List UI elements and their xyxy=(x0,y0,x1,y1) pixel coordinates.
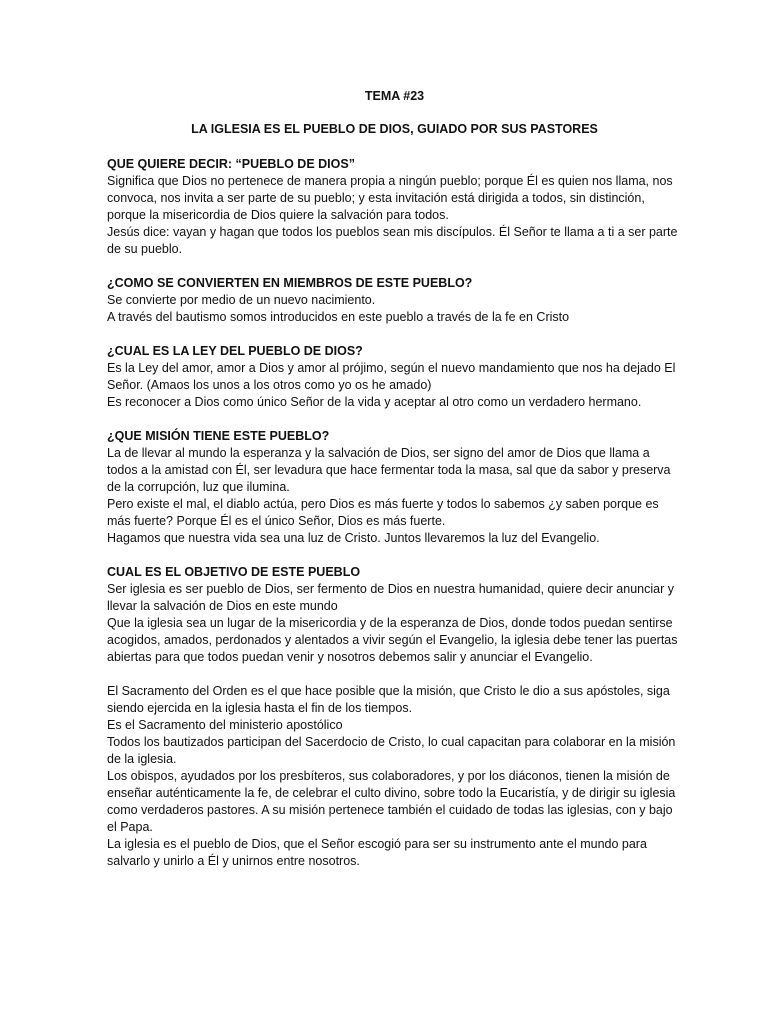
paragraph: Que la iglesia sea un lugar de la misericordia y de la esperanza de Dios, donde todos puedan sentirse acogidos, amados, perdonados y alentados a vivir según el Evangelio, la iglesia debe tener las puertas abiertas para que todos puedan venir y nosotros debemos salir y anunciar el Evangelio. xyxy=(107,616,678,664)
paragraph: Se convierte por medio de un nuevo nacimiento. xyxy=(107,293,376,307)
section-pueblo-de-dios xyxy=(107,156,682,258)
paragraph: El Sacramento del Orden es el que hace posible que la misión, que Cristo le dio a sus apóstoles, siga siendo ejercida en la iglesia hasta el fin de los tiempos. xyxy=(107,684,670,715)
paragraph: Los obispos, ayudados por los presbíteros, sus colaboradores, y por los diáconos, tienen la misión de enseñar auténticamente la fe, de celebrar el culto divino, sobre todo la Eucaristía, y de dirigir su iglesia como verdaderos pastores. A su misión pertenece también el cuidado de todas las iglesias, con y bajo el Papa. xyxy=(107,769,676,834)
closing-section xyxy=(107,683,682,870)
section-heading: ¿CUAL ES LA LEY DEL PUEBLO DE DIOS? xyxy=(107,344,363,358)
section-heading: QUE QUIERE DECIR: “PUEBLO DE DIOS” xyxy=(107,157,355,171)
section-objetivo xyxy=(107,564,682,666)
paragraph: Pero existe el mal, el diablo actúa, pero Dios es más fuerte y todos lo sabemos ¿y saben porque es más fuerte? Porque Él es el único Señor, Dios es más fuerte. xyxy=(107,497,659,528)
document-page xyxy=(107,88,682,870)
paragraph: Es el Sacramento del ministerio apostólico xyxy=(107,718,343,732)
paragraph: Significa que Dios no pertenece de manera propia a ningún pueblo; porque Él es quien nos llama, nos convoca, nos invita a ser parte de su pueblo; y esta invitación está dirigida a todos, sin distinción, porque la misericordia de Dios quiere la salvación para todos. xyxy=(107,174,673,222)
section-heading: ¿QUE MISIÓN TIENE ESTE PUEBLO? xyxy=(107,429,330,443)
paragraph: Ser iglesia es ser pueblo de Dios, ser fermento de Dios en nuestra humanidad, quiere decir anunciar y llevar la salvación de Dios en este mundo xyxy=(107,582,674,613)
section-heading: ¿COMO SE CONVIERTEN EN MIEMBROS DE ESTE PUEBLO? xyxy=(107,276,473,290)
paragraph: Hagamos que nuestra vida sea una luz de Cristo. Juntos llevaremos la luz del Evangelio. xyxy=(107,531,600,545)
document-title: LA IGLESIA ES EL PUEBLO DE DIOS, GUIADO POR SUS PASTORES xyxy=(191,122,598,136)
paragraph: Es la Ley del amor, amor a Dios y amor al prójimo, según el nuevo mandamiento que nos ha dejado El Señor. (Amaos los unos a los otros como yo os he amado) xyxy=(107,361,676,392)
section-mision xyxy=(107,428,682,547)
paragraph: La iglesia es el pueblo de Dios, que el Señor escogió para ser su instrumento ante el mundo para salvarlo y unirlo a Él y unirnos entre nosotros. xyxy=(107,837,647,868)
section-miembros xyxy=(107,275,682,326)
paragraph: La de llevar al mundo la esperanza y la salvación de Dios, ser signo del amor de Dios que llama a todos a la amistad con Él, ser levadura que hace fermentar toda la masa, sal que da sabor y preserva de la corrupción, luz que ilumina. xyxy=(107,446,671,494)
paragraph: Todos los bautizados participan del Sacerdocio de Cristo, lo cual capacitan para colaborar en la misión de la iglesia. xyxy=(107,735,676,766)
paragraph: A través del bautismo somos introducidos en este pueblo a través de la fe en Cristo xyxy=(107,310,570,324)
paragraph: Es reconocer a Dios como único Señor de la vida y aceptar al otro como un verdadero hermano. xyxy=(107,395,642,409)
section-ley xyxy=(107,343,682,411)
section-heading: CUAL ES EL OBJETIVO DE ESTE PUEBLO xyxy=(107,565,361,579)
paragraph: Jesús dice: vayan y hagan que todos los pueblos sean mis discípulos. Él Señor te llama a ti a ser parte de su pueblo. xyxy=(107,225,678,256)
document-number: TEMA #23 xyxy=(364,89,425,103)
